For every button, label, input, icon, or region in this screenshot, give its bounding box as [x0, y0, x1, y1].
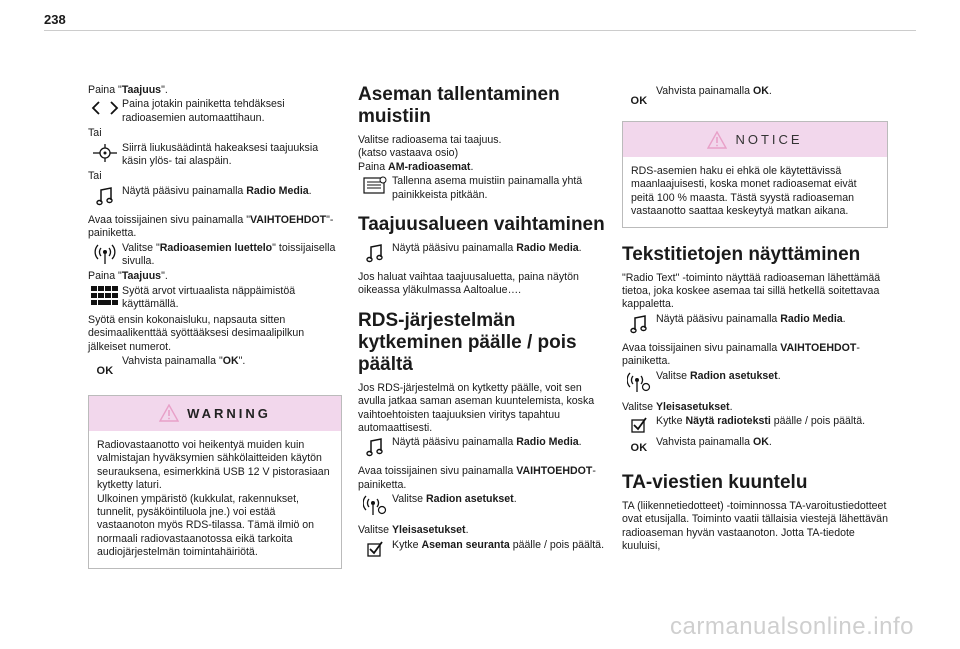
heading-save: Aseman tallentaminen muistiin [358, 84, 560, 127]
radio-settings-text: Valitse Radion asetukset. [656, 369, 781, 382]
paragraph: Jos haluat vaihtaa taajuusaluetta, paina näytön oikeassa yläkulmassa Aaltoalue…. [358, 271, 579, 297]
heading-band: Taajuusalueen vaihtaminen [358, 214, 605, 236]
paragraph: Paina "Taajuus". [88, 84, 168, 96]
warning-triangle-icon [159, 404, 179, 422]
checkbox-step [622, 415, 888, 434]
checkbox-step [358, 539, 610, 558]
save-step [358, 175, 610, 202]
music-note-icon [358, 242, 392, 263]
notice-title: NOTICE [735, 132, 803, 147]
music-text: Näytä pääsivu painamalla Radio Media. [392, 436, 582, 449]
music-text: Näytä pääsivu painamalla Radio Media. [392, 242, 582, 255]
keypad-icon [88, 285, 122, 306]
music-note-icon [622, 313, 656, 334]
checkbox-text: Kytke Näytä radioteksti päälle / pois päältä. [656, 415, 866, 428]
ok-text: Vahvista painamalla OK. [656, 85, 772, 97]
paragraph: Avaa toissijainen sivu painamalla VAIHTOEHDOT-painiketta. [358, 465, 596, 491]
checkbox-icon [622, 415, 656, 434]
music-step [622, 313, 888, 334]
notice-body: RDS-asemien haku ei ehkä ole käytettävissä maanlaajuisesti, koska monet radioasemat eivät peitä 100 % maasta. Tästä syystä radioaseman vastaanotto saattaa keskeytyä matkan aikana. [631, 165, 857, 218]
column-3 [622, 84, 888, 554]
music-note-icon [88, 185, 122, 206]
radio-settings-text: Valitse Radion asetukset. [392, 493, 517, 506]
heading-ta: TA-viestien kuuntelu [622, 472, 808, 494]
radio-step [88, 242, 342, 269]
tuning-slider-icon [88, 142, 122, 163]
ok-text: Vahvista painamalla "OK". [122, 354, 246, 367]
slider-text: Siirrä liukusäädintä hakeaksesi taajuuksia käsin ylös- tai alaspäin. [122, 141, 319, 168]
paragraph: Valitse Yleisasetukset. [358, 524, 469, 537]
prev-next-arrows-icon [88, 98, 122, 117]
radio-settings-step [358, 493, 610, 516]
column-1 [88, 84, 342, 569]
heading-text: Tekstitietojen näyttäminen [622, 243, 861, 265]
arrows-step [88, 98, 342, 125]
music-step [358, 436, 610, 457]
music-step [88, 185, 342, 206]
radio-settings-step [622, 370, 888, 393]
arrows-text: Paina jotakin painiketta tehdäksesi radioasemien automaattihaun. [122, 98, 285, 124]
ok-icon: OK [630, 95, 648, 107]
checkbox-text: Kytke Aseman seuranta päälle / pois päältä. [392, 538, 605, 551]
header-rule [44, 30, 916, 31]
paragraph: TA (liikennetiedotteet) -toiminnossa TA-varoitustiedotteet ovat etusijalla. Toiminto vaatii tällaisia viestejä lähettävän radioaseman hyvän vastaanoton. Jotta TA-tiedote kuuluisi, [622, 500, 888, 553]
slider-step [88, 142, 342, 169]
radio-settings-icon [358, 493, 392, 516]
paragraph: Avaa toissijainen sivu painamalla "VAIHTOEHDOT"-painiketta. [88, 213, 334, 240]
checkbox-icon [358, 539, 392, 558]
paragraph: Valitse Yleisasetukset. [622, 400, 733, 413]
radio-antenna-icon [88, 242, 122, 265]
paragraph: Paina AM-radioasemat. [358, 160, 474, 173]
ok-step [622, 85, 888, 107]
ok-text: Vahvista painamalla OK. [656, 436, 772, 449]
notice-triangle-icon [707, 131, 727, 149]
radio-settings-icon [622, 370, 656, 393]
warning-title: WARNING [187, 405, 271, 421]
paragraph: Paina "Taajuus". [88, 270, 168, 283]
paragraph: Valitse radioasema tai taajuus. (katso vastaava osio) [358, 134, 502, 160]
page-number: 238 [44, 12, 66, 27]
music-text: Näytä pääsivu painamalla Radio Media. [656, 312, 846, 325]
heading-rds: RDS-järjestelmän kytkeminen päälle / pois päältä [358, 309, 577, 375]
paragraph: Avaa toissijainen sivu painamalla VAIHTOEHDOT-painiketta. [622, 341, 860, 368]
paragraph: Jos RDS-järjestelmä on kytketty päälle, voit sen avulla jatkaa saman aseman kuuntelemista, koska vaihtoehtoisten taajuuksien viritys tapahtuu automaattisesti. [358, 381, 595, 435]
music-note-icon [358, 436, 392, 457]
warning-body: Radiovastaanotto voi heikentyä muiden kuin valmistajan hyväksymien sähkölaitteiden käytön seurauksena, esimerkkinä USB 12 V pistorasiaan kytketty laturi. Ulkoinen ympäristö (kukkulat, rakennukset, tunnelit, pysäköintiluola jne.) voi estää vastaanoton myös RDS-tilassa. Tämä ilmiö on normaali radiovastaanotossa eikä tarkoita audiojärjestelmän toimintahäiriötä. [97, 438, 330, 559]
ok-icon: OK [630, 442, 648, 455]
preset-list-icon [358, 175, 392, 196]
music-text: Näytä pääsivu painamalla Radio Media. [122, 184, 312, 197]
save-text: Tallenna asema muistiin painamalla yhtä painikkeista pitkään. [392, 175, 583, 201]
column-2 [358, 84, 610, 560]
warning-box [88, 395, 342, 569]
ok-step [622, 436, 888, 454]
notice-header [623, 122, 887, 157]
tai-label: Tai [88, 170, 102, 183]
warning-header [89, 396, 341, 431]
paragraph: Syötä ensin kokonaisluku, napsauta sitten desimaalikenttää syöttääksesi desimaalipilkun jälkeiset numerot. [88, 313, 305, 353]
radio-text: Valitse "Radioasemien luettelo" toissijaisella sivulla. [122, 241, 336, 268]
keypad-step [88, 285, 342, 312]
ok-icon: OK [96, 364, 114, 377]
ok-step [88, 355, 342, 377]
paragraph: "Radio Text" -toiminto näyttää radioaseman lähettämää tietoa, joka koskee asemaa tai sillä hetkellä soitettavaa kappaletta. [622, 271, 881, 311]
tai-label: Tai [88, 127, 102, 140]
keypad-text: Syötä arvot virtuaalista näppäimistöä käyttämällä. [122, 284, 296, 311]
watermark: carmanualsonline.info [670, 613, 914, 640]
notice-box [622, 121, 888, 228]
music-step [358, 242, 610, 263]
